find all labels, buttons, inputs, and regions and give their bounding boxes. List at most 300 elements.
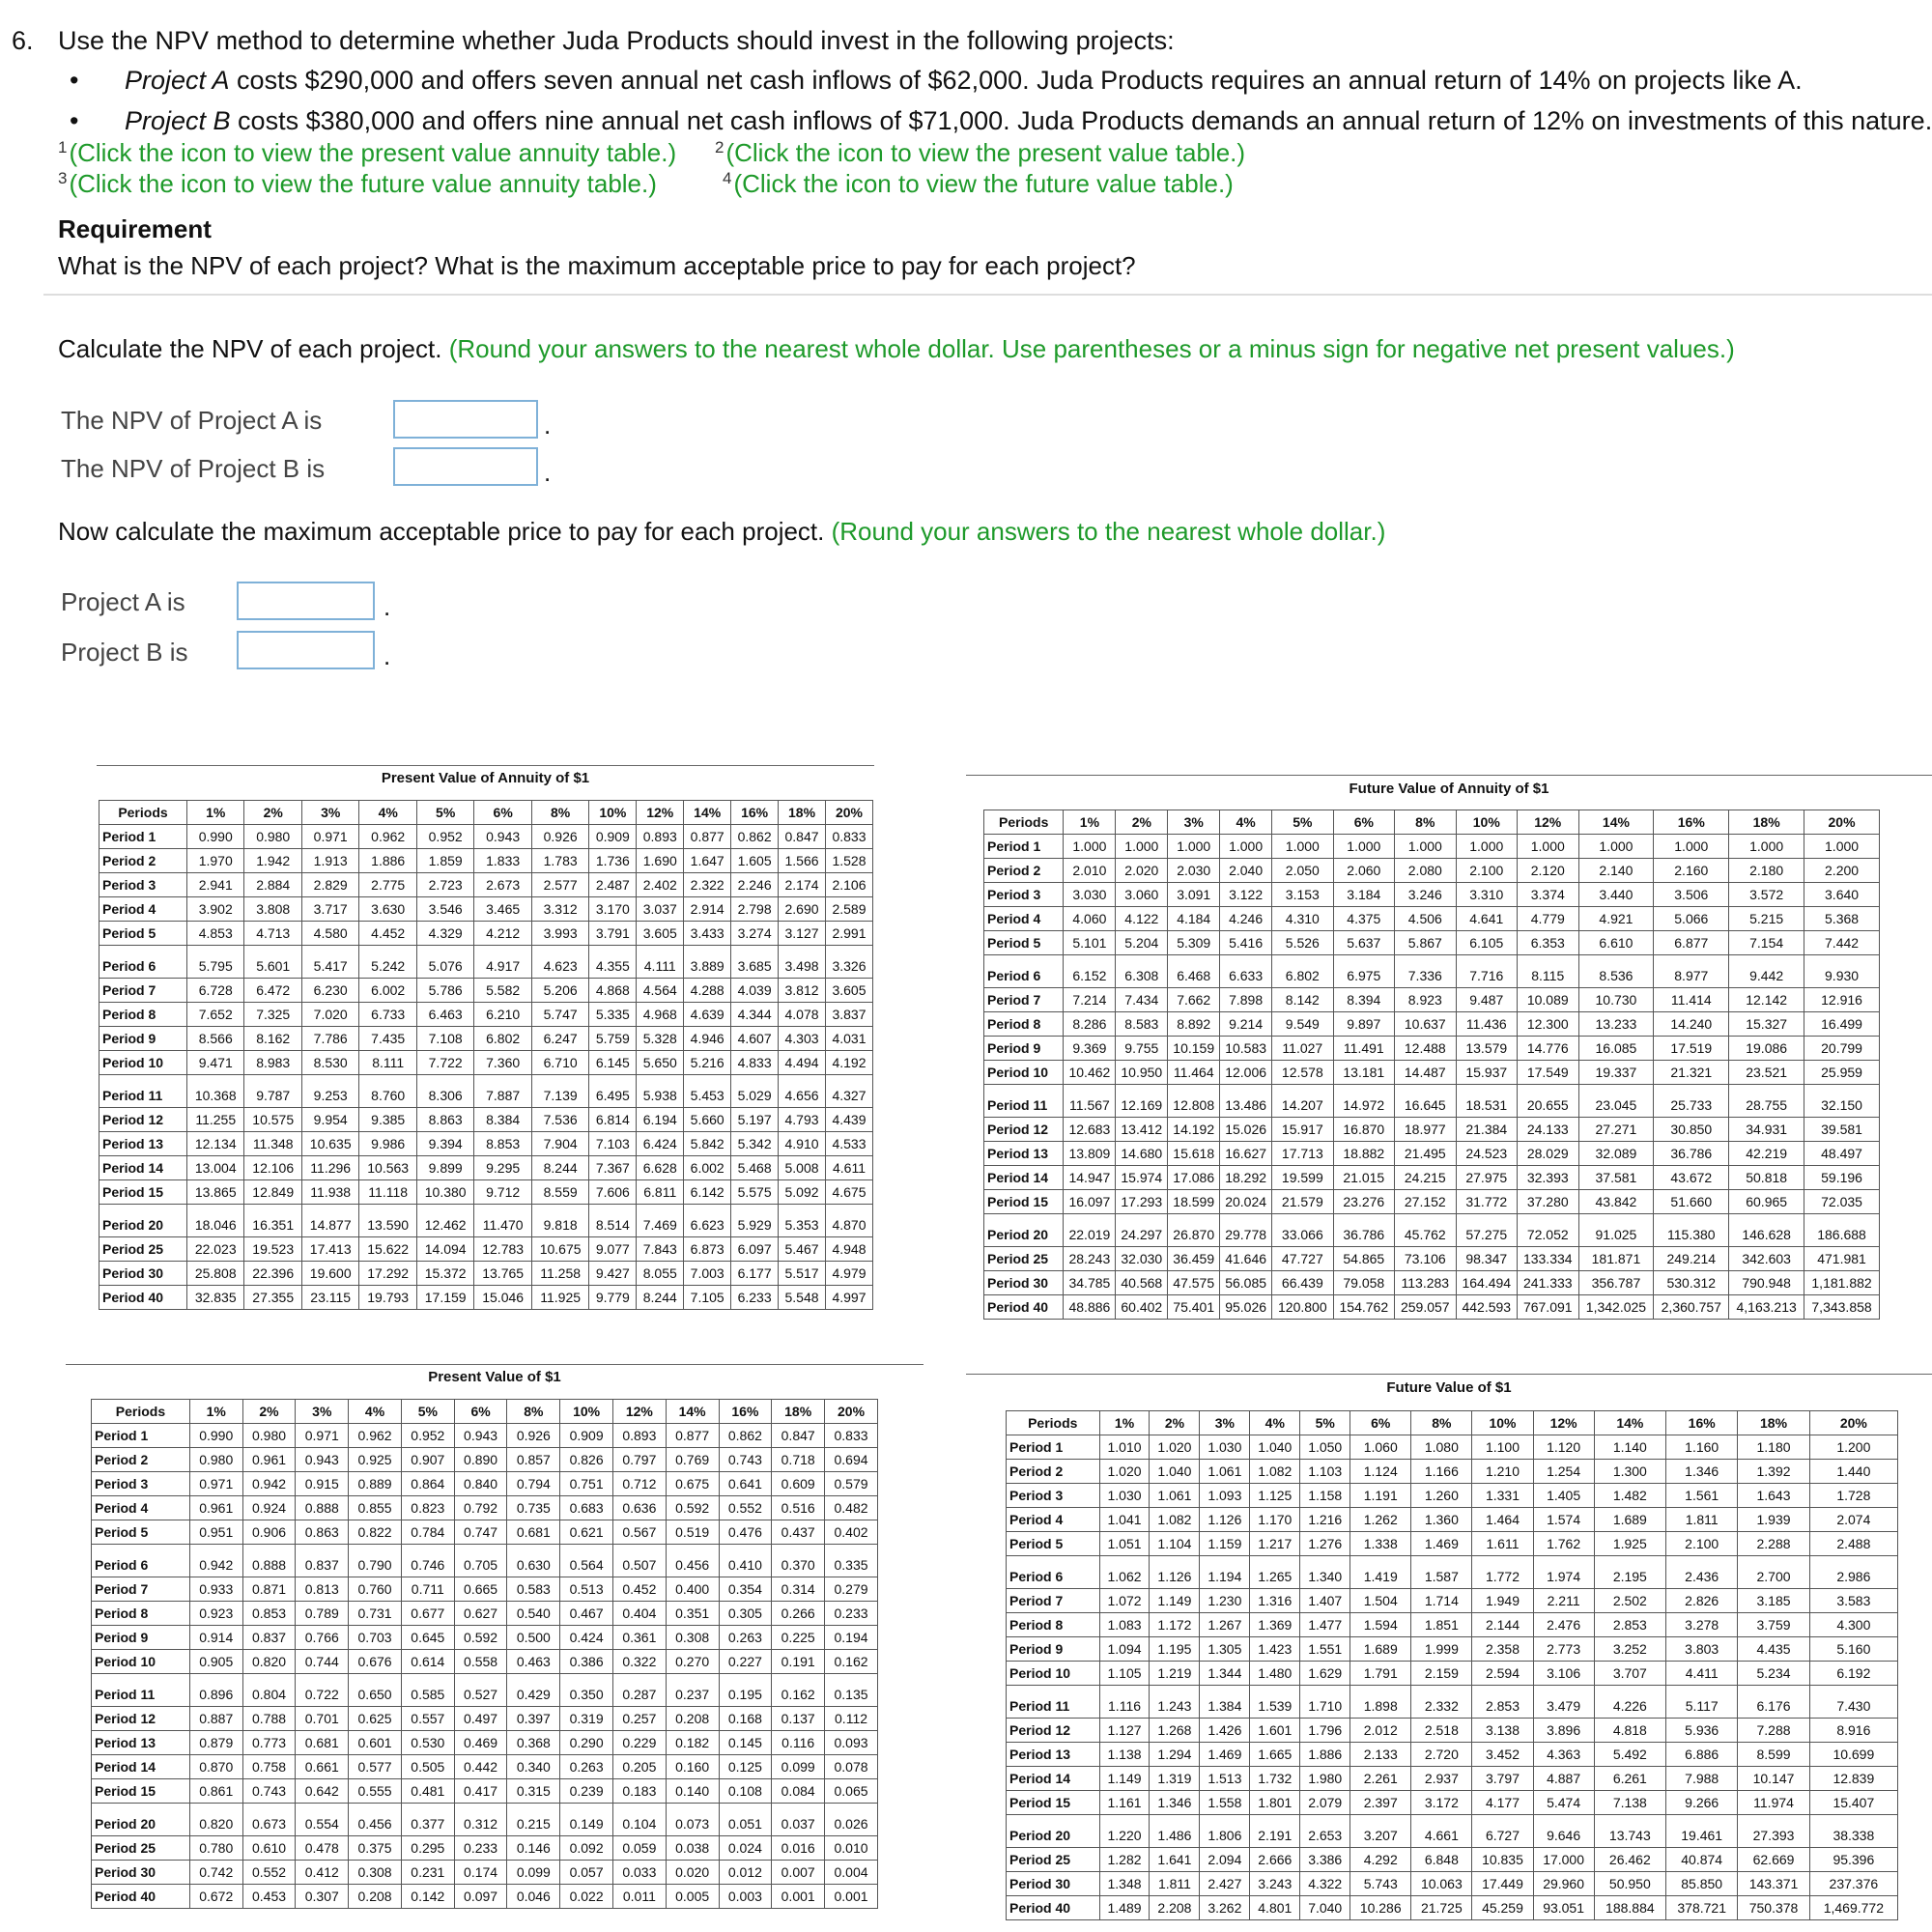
table-cell: 9.755	[1116, 1037, 1168, 1061]
table-cell: 7.154	[1729, 931, 1804, 955]
link-fv-table[interactable]: $^4$(Click the icon to view the future value table.)	[723, 169, 1234, 198]
table-cell: 7.606	[589, 1180, 637, 1205]
table-cell: 1.160	[1666, 1435, 1738, 1460]
table-cell: 0.909	[560, 1424, 613, 1448]
table-cell: 9.442	[1729, 955, 1804, 988]
table-cell: 11.464	[1168, 1061, 1220, 1085]
table-cell: 3.572	[1729, 883, 1804, 907]
table-cell: 0.162	[825, 1650, 878, 1674]
table-cell: 4.292	[1350, 1848, 1411, 1872]
table-cell: 1.477	[1300, 1613, 1350, 1637]
table-cell: 356.787	[1578, 1271, 1654, 1295]
npv-b-input[interactable]	[393, 447, 538, 486]
table-cell: 1.806	[1200, 1815, 1250, 1848]
table-cell: 11.938	[301, 1180, 358, 1205]
table-cell: 1.528	[825, 849, 872, 873]
table-cell: 1.344	[1200, 1662, 1250, 1686]
table-cell: 0.943	[454, 1424, 507, 1448]
table-cell: 12.106	[244, 1156, 301, 1180]
table-cell: 5.204	[1116, 931, 1168, 955]
table-cell: 146.628	[1729, 1214, 1804, 1247]
table-cell: 133.334	[1518, 1247, 1578, 1271]
table-cell: 37.581	[1578, 1166, 1654, 1190]
table-cell: 1.566	[779, 849, 826, 873]
table-cell: 7.288	[1738, 1719, 1809, 1743]
table-cell: 0.099	[507, 1861, 560, 1885]
table-cell: 60.402	[1116, 1295, 1168, 1320]
table-row	[92, 1804, 878, 1836]
pva-table-title: Present Value of Annuity of $1	[381, 770, 590, 786]
table-cell: 2.140	[1578, 859, 1654, 883]
period-mark: .	[544, 458, 552, 487]
table-cell: 15.917	[1272, 1118, 1333, 1142]
table-row	[92, 1861, 878, 1885]
table-cell: 1.094	[1099, 1637, 1150, 1662]
table-cell: 0.705	[454, 1545, 507, 1577]
table-cell: 5.747	[531, 1003, 588, 1027]
max-price-b-input[interactable]	[237, 631, 375, 669]
table-cell: 95.396	[1809, 1848, 1897, 1872]
table-cell: 0.315	[507, 1779, 560, 1804]
table-cell: 6.728	[186, 979, 243, 1003]
table-cell: 1.486	[1150, 1815, 1200, 1848]
project-b-description: costs $380,000 and offers nine annual net cash inflows of $71,000. Juda Products demands an annual return of 12% on investments of this nature.	[230, 106, 1932, 135]
table-cell: 0.952	[401, 1424, 454, 1448]
table-cell: 32.030	[1116, 1247, 1168, 1271]
table-cell: 0.377	[401, 1804, 454, 1836]
table-cell: 7.652	[186, 1003, 243, 1027]
table-cell: 1.558	[1200, 1791, 1250, 1815]
table-cell: 23.521	[1729, 1061, 1804, 1085]
table-cell: 5.368	[1804, 907, 1880, 931]
table-cell: 0.263	[560, 1755, 613, 1779]
table-cell: 0.233	[454, 1836, 507, 1861]
period-label: Period 40	[1007, 1896, 1100, 1920]
table-cell: 8.306	[416, 1075, 473, 1108]
table-cell: 7.139	[531, 1075, 588, 1108]
table-row	[99, 1075, 873, 1108]
table-cell: 0.305	[719, 1602, 772, 1626]
header-rate: 1%	[1064, 810, 1116, 835]
table-cell: 0.149	[560, 1804, 613, 1836]
table-cell: 0.093	[825, 1731, 878, 1755]
table-cell: 3.896	[1533, 1719, 1594, 1743]
header-rate: 10%	[1472, 1411, 1533, 1435]
table-cell: 73.106	[1395, 1247, 1456, 1271]
table-cell: 1.513	[1200, 1767, 1250, 1791]
table-cell: 0.847	[779, 825, 826, 849]
table-cell: 6.633	[1220, 955, 1272, 988]
table-cell: 5.938	[637, 1075, 684, 1108]
header-rate: 3%	[1168, 810, 1220, 835]
table-cell: 3.685	[731, 946, 779, 979]
header-rate: 14%	[1578, 810, 1654, 835]
table-cell: 4.212	[474, 922, 531, 946]
table-cell: 16.645	[1395, 1085, 1456, 1118]
table-cell: 27.975	[1456, 1166, 1517, 1190]
table-cell: 0.820	[189, 1804, 242, 1836]
table-cell: 0.182	[666, 1731, 719, 1755]
table-cell: 0.933	[189, 1577, 242, 1602]
table-cell: 9.549	[1272, 1012, 1333, 1037]
table-cell: 3.640	[1804, 883, 1880, 907]
period-mark: .	[544, 411, 552, 440]
table-cell: 0.879	[189, 1731, 242, 1755]
table-cell: 12.142	[1729, 988, 1804, 1012]
table-cell: 0.820	[242, 1650, 296, 1674]
table-cell: 8.055	[637, 1262, 684, 1286]
table-cell: 2.208	[1150, 1896, 1200, 1920]
table-cell: 19.337	[1578, 1061, 1654, 1085]
table-cell: 0.731	[349, 1602, 402, 1626]
table-cell: 21.579	[1272, 1190, 1333, 1214]
table-cell: 4.355	[589, 946, 637, 979]
table-cell: 1.859	[416, 849, 473, 873]
table-row	[1007, 1872, 1898, 1896]
table-cell: 3.091	[1168, 883, 1220, 907]
period-label: Period 1	[1007, 1435, 1100, 1460]
table-cell: 7.336	[1395, 955, 1456, 988]
header-rate: 12%	[637, 801, 684, 825]
header-rate: 3%	[301, 801, 358, 825]
table-cell: 4.868	[589, 979, 637, 1003]
table-cell: 6.877	[1654, 931, 1729, 955]
table-cell: 0.951	[189, 1520, 242, 1545]
table-cell: 0.350	[560, 1674, 613, 1707]
bullet-dot: •	[70, 106, 79, 135]
table-cell: 0.463	[507, 1650, 560, 1674]
table-cell: 0.847	[772, 1424, 825, 1448]
table-cell: 1.801	[1250, 1791, 1300, 1815]
table-row	[1007, 1743, 1898, 1767]
table-cell: 790.948	[1729, 1271, 1804, 1295]
table-cell: 2.937	[1411, 1767, 1472, 1791]
table-cell: 4.226	[1594, 1686, 1665, 1719]
period-label: Period 8	[99, 1003, 187, 1027]
table-cell: 0.681	[296, 1731, 349, 1755]
fv-table	[1006, 1410, 1898, 1920]
header-rate: 6%	[454, 1400, 507, 1424]
table-cell: 9.930	[1804, 955, 1880, 988]
table-cell: 1,469.772	[1809, 1896, 1897, 1920]
bullet-dot: •	[70, 66, 79, 95]
npv-a-input[interactable]	[393, 400, 538, 439]
header-rate: 12%	[612, 1400, 666, 1424]
table-cell: 0.354	[719, 1577, 772, 1602]
table-cell: 12.808	[1168, 1085, 1220, 1118]
table-cell: 1.220	[1099, 1815, 1150, 1848]
period-label: Period 5	[1007, 1532, 1100, 1556]
table-cell: 36.786	[1333, 1214, 1394, 1247]
table-cell: 0.092	[560, 1836, 613, 1861]
table-cell: 0.661	[296, 1755, 349, 1779]
table-cell: 1.030	[1200, 1435, 1250, 1460]
period-label: Period 11	[1007, 1686, 1100, 1719]
table-cell: 1.125	[1250, 1484, 1300, 1508]
table-cell: 4,163.213	[1729, 1295, 1804, 1320]
period-label: Period 3	[92, 1472, 190, 1496]
table-cell: 9.712	[474, 1180, 531, 1205]
table-cell: 6.192	[1809, 1662, 1897, 1686]
table-cell: 3.127	[779, 922, 826, 946]
table-cell: 16.097	[1064, 1190, 1116, 1214]
table-row	[99, 1027, 873, 1051]
table-cell: 28.029	[1518, 1142, 1578, 1166]
table-cell: 1.574	[1533, 1508, 1594, 1532]
table-cell: 0.769	[666, 1448, 719, 1472]
period-label: Period 20	[1007, 1815, 1100, 1848]
table-cell: 0.665	[454, 1577, 507, 1602]
table-cell: 2.402	[637, 873, 684, 897]
table-row	[99, 922, 873, 946]
table-cell: 3.243	[1250, 1872, 1300, 1896]
table-cell: 0.784	[401, 1520, 454, 1545]
table-cell: 1.480	[1250, 1662, 1300, 1686]
table-cell: 8.286	[1064, 1012, 1116, 1037]
table-cell: 8.162	[244, 1027, 301, 1051]
table-cell: 1.041	[1099, 1508, 1150, 1532]
header-rate: 14%	[666, 1400, 719, 1424]
table-cell: 39.581	[1804, 1118, 1880, 1142]
table-row	[92, 1836, 878, 1861]
table-cell: 0.208	[666, 1707, 719, 1731]
table-cell: 17.519	[1654, 1037, 1729, 1061]
period-label: Period 4	[984, 907, 1064, 931]
table-cell: 32.150	[1804, 1085, 1880, 1118]
table-cell: 7.020	[301, 1003, 358, 1027]
table-cell: 19.461	[1666, 1815, 1738, 1848]
table-cell: 1.980	[1300, 1767, 1350, 1791]
table-cell: 0.051	[719, 1804, 772, 1836]
table-cell: 4.078	[779, 1003, 826, 1027]
table-cell: 14.776	[1518, 1037, 1578, 1061]
table-cell: 0.971	[296, 1424, 349, 1448]
table-cell: 1.000	[1220, 835, 1272, 859]
table-cell: 1.282	[1099, 1848, 1150, 1872]
table-cell: 1.166	[1411, 1460, 1472, 1484]
table-cell: 1.504	[1350, 1589, 1411, 1613]
table-cell: 1.970	[186, 849, 243, 873]
table-row	[1007, 1460, 1898, 1484]
period-label: Period 2	[1007, 1460, 1100, 1484]
table-cell: 3.707	[1594, 1662, 1665, 1686]
table-cell: 1.138	[1099, 1743, 1150, 1767]
table-cell: 0.530	[401, 1731, 454, 1755]
table-cell: 15.046	[474, 1286, 531, 1310]
table-cell: 3.479	[1533, 1686, 1594, 1719]
table-cell: 6.628	[637, 1156, 684, 1180]
table-row	[1007, 1532, 1898, 1556]
table-cell: 5.786	[416, 979, 473, 1003]
table-cell: 26.870	[1168, 1214, 1220, 1247]
table-cell: 7.843	[637, 1237, 684, 1262]
table-cell: 7.988	[1666, 1767, 1738, 1791]
table-cell: 10.462	[1064, 1061, 1116, 1085]
table-cell: 0.033	[612, 1861, 666, 1885]
period-label: Period 40	[99, 1286, 187, 1310]
period-label: Period 9	[984, 1037, 1064, 1061]
table-cell: 530.312	[1654, 1271, 1729, 1295]
table-cell: 0.453	[242, 1885, 296, 1909]
table-cell: 3.037	[637, 897, 684, 922]
table-cell: 5.092	[779, 1180, 826, 1205]
table-cell: 0.168	[719, 1707, 772, 1731]
table-cell: 66.439	[1272, 1271, 1333, 1295]
table-cell: 0.417	[454, 1779, 507, 1804]
table-cell: 0.290	[560, 1731, 613, 1755]
table-cell: 0.862	[719, 1424, 772, 1448]
period-label: Period 11	[92, 1674, 190, 1707]
table-cell: 0.370	[772, 1545, 825, 1577]
table-row	[92, 1472, 878, 1496]
period-label: Period 25	[1007, 1848, 1100, 1872]
table-cell: 0.701	[296, 1707, 349, 1731]
table-cell: 0.552	[242, 1861, 296, 1885]
table-cell: 10.147	[1738, 1767, 1809, 1791]
fva-table	[983, 810, 1880, 1320]
table-cell: 5.416	[1220, 931, 1272, 955]
table-cell: 0.007	[772, 1861, 825, 1885]
header-rate: 1%	[186, 801, 243, 825]
table-cell: 0.862	[731, 825, 779, 849]
table-cell: 8.244	[637, 1286, 684, 1310]
table-cell: 4.607	[731, 1027, 779, 1051]
table-cell: 1.254	[1533, 1460, 1594, 1484]
table-cell: 14.947	[1064, 1166, 1116, 1190]
link-pv-annuity-table[interactable]: $^1$(Click the icon to view the present value annuity table.)	[58, 138, 677, 167]
table-cell: 0.112	[825, 1707, 878, 1731]
header-rate: 1%	[1099, 1411, 1150, 1435]
table-cell: 5.842	[684, 1132, 731, 1156]
table-cell: 16.085	[1578, 1037, 1654, 1061]
table-cell: 1.000	[1578, 835, 1654, 859]
table-cell: 1.641	[1150, 1848, 1200, 1872]
table-cell: 2.322	[684, 873, 731, 897]
table-row	[984, 1085, 1880, 1118]
table-cell: 2.050	[1272, 859, 1333, 883]
period-label: Period 30	[984, 1271, 1064, 1295]
table-cell: 1.195	[1150, 1637, 1200, 1662]
table-cell: 0.078	[825, 1755, 878, 1779]
table-cell: 3.797	[1472, 1767, 1533, 1791]
link-pv-table[interactable]: $^2$(Click the icon to view the present value table.)	[715, 138, 1246, 167]
table-cell: 2.195	[1594, 1556, 1665, 1589]
table-cell: 0.833	[825, 825, 872, 849]
table-cell: 1.149	[1150, 1589, 1200, 1613]
table-row	[1007, 1589, 1898, 1613]
table-cell: 7.536	[531, 1108, 588, 1132]
table-cell: 1.440	[1809, 1460, 1897, 1484]
table-cell: 1.000	[1272, 835, 1333, 859]
table-cell: 8.384	[474, 1108, 531, 1132]
table-cell: 0.513	[560, 1577, 613, 1602]
table-cell: 4.435	[1738, 1637, 1809, 1662]
table-cell: 0.099	[772, 1755, 825, 1779]
table-cell: 11.491	[1333, 1037, 1394, 1061]
table-cell: 1.161	[1099, 1791, 1150, 1815]
table-cell: 2.133	[1350, 1743, 1411, 1767]
table-cell: 36.459	[1168, 1247, 1220, 1271]
table-cell: 59.196	[1804, 1166, 1880, 1190]
header-rate: 5%	[1272, 810, 1333, 835]
table-cell: 2.518	[1411, 1719, 1472, 1743]
table-cell: 10.950	[1116, 1061, 1168, 1085]
period-label: Period 13	[92, 1731, 190, 1755]
table-cell: 5.029	[731, 1075, 779, 1108]
table-cell: 186.688	[1804, 1214, 1880, 1247]
table-cell: 0.703	[349, 1626, 402, 1650]
period-label: Period 6	[92, 1545, 190, 1577]
table-cell: 4.310	[1272, 907, 1333, 931]
table-cell: 10.835	[1472, 1848, 1533, 1872]
table-cell: 4.910	[779, 1132, 826, 1156]
table-cell: 2.476	[1533, 1613, 1594, 1637]
table-cell: 120.800	[1272, 1295, 1333, 1320]
table-cell: 17.086	[1168, 1166, 1220, 1190]
table-cell: 1.925	[1594, 1532, 1665, 1556]
table-cell: 1,181.882	[1804, 1271, 1880, 1295]
table-cell: 7.435	[359, 1027, 416, 1051]
table-cell: 7.040	[1300, 1896, 1350, 1920]
table-cell: 471.981	[1804, 1247, 1880, 1271]
table-cell: 5.936	[1666, 1719, 1738, 1743]
period-label: Period 9	[99, 1027, 187, 1051]
period-mark: .	[384, 592, 391, 621]
max-price-a-input[interactable]	[237, 582, 375, 620]
table-cell: 0.410	[719, 1545, 772, 1577]
header-periods: Periods	[99, 801, 187, 825]
period-label: Period 15	[1007, 1791, 1100, 1815]
table-cell: 25.808	[186, 1262, 243, 1286]
table-cell: 0.038	[666, 1836, 719, 1861]
table-header-row	[1007, 1411, 1898, 1435]
table-cell: 0.813	[296, 1577, 349, 1602]
table-cell: 1.194	[1200, 1556, 1250, 1589]
table-cell: 10.368	[186, 1075, 243, 1108]
table-cell: 0.758	[242, 1755, 296, 1779]
table-cell: 23.045	[1578, 1085, 1654, 1118]
table-cell: 3.262	[1200, 1896, 1250, 1920]
table-cell: 4.506	[1395, 907, 1456, 931]
table-cell: 0.971	[301, 825, 358, 849]
table-cell: 15.622	[359, 1237, 416, 1262]
table-cell: 0.864	[401, 1472, 454, 1496]
link-fv-annuity-table[interactable]: $^3$(Click the icon to view the future value annuity table.)	[58, 169, 657, 198]
table-cell: 3.312	[531, 897, 588, 922]
table-cell: 12.916	[1804, 988, 1880, 1012]
table-cell: 0.375	[349, 1836, 402, 1861]
table-cell: 6.463	[416, 1003, 473, 1027]
table-cell: 3.791	[589, 922, 637, 946]
table-cell: 0.012	[719, 1861, 772, 1885]
table-cell: 11.567	[1064, 1085, 1116, 1118]
table-cell: 1.369	[1250, 1613, 1300, 1637]
table-cell: 7.138	[1594, 1791, 1665, 1815]
table-cell: 0.020	[666, 1861, 719, 1885]
table-cell: 249.214	[1654, 1247, 1729, 1271]
table-row	[1007, 1508, 1898, 1532]
table-cell: 0.905	[189, 1650, 242, 1674]
table-cell: 2.436	[1666, 1556, 1738, 1589]
table-cell: 37.280	[1518, 1190, 1578, 1214]
table-row	[1007, 1815, 1898, 1848]
table-cell: 6.353	[1518, 931, 1578, 955]
table-cell: 0.270	[666, 1650, 719, 1674]
table-cell: 9.986	[359, 1132, 416, 1156]
table-cell: 57.275	[1456, 1214, 1517, 1247]
table-cell: 13.579	[1456, 1037, 1517, 1061]
table-cell: 0.896	[189, 1674, 242, 1707]
